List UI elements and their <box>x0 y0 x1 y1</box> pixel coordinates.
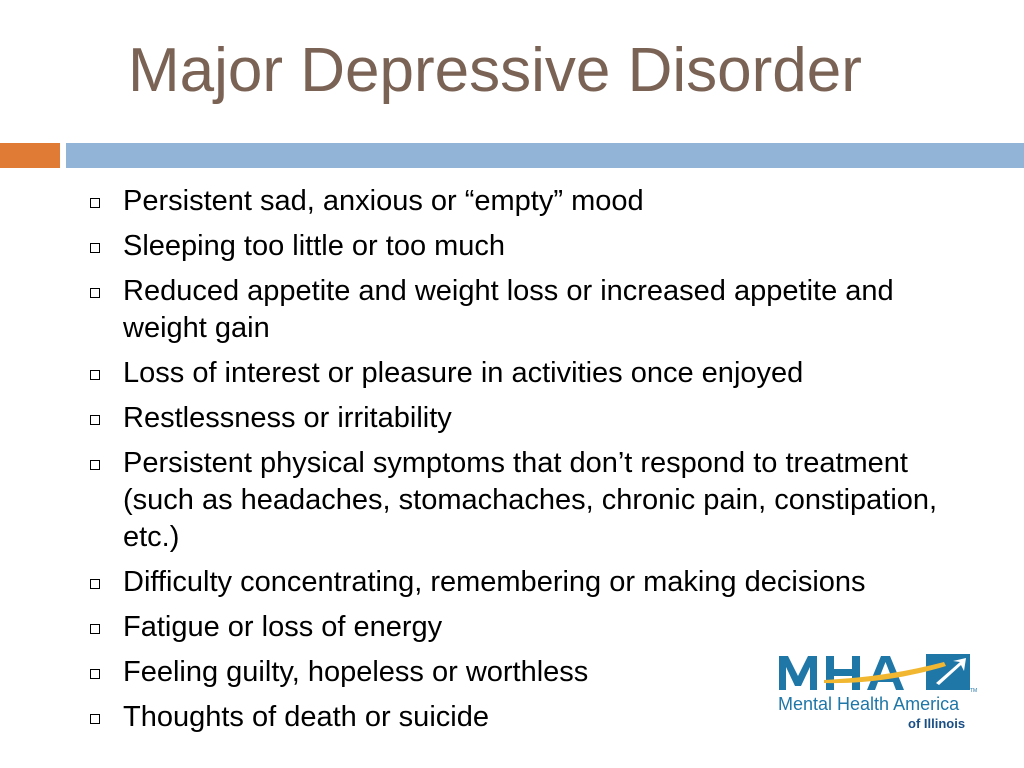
mha-logo <box>776 650 980 736</box>
logo-org-location: of Illinois <box>908 716 966 731</box>
trademark-text: TM <box>970 688 978 694</box>
logo-org-name: Mental Health America <box>778 694 960 714</box>
square-bullet-icon <box>90 370 100 380</box>
square-bullet-icon <box>90 415 100 425</box>
mha-logo-mark-icon <box>776 650 980 696</box>
list-item-text: Sleeping too little or too much <box>123 230 506 262</box>
list-item-text: Reduced appetite and weight loss or increased appetite and weight gain <box>123 275 894 344</box>
list-item-text: Loss of interest or pleasure in activities once enjoyed <box>123 357 804 389</box>
list-item <box>88 609 968 646</box>
list-item-text: Persistent sad, anxious or “empty” mood <box>123 185 644 217</box>
list-item <box>88 445 968 556</box>
list-item <box>88 355 968 392</box>
list-item <box>88 228 968 265</box>
list-item-text: Difficulty concentrating, remembering or making decisions <box>123 566 866 598</box>
square-bullet-icon <box>90 198 100 208</box>
square-bullet-icon <box>90 714 100 724</box>
list-item-text: Persistent physical symptoms that don’t respond to treatment (such as headaches, stomachaches, chronic pain, constipation, etc.) <box>123 447 938 553</box>
square-bullet-icon <box>90 624 100 634</box>
blue-accent-bar <box>66 143 1024 168</box>
list-item-text: Restlessness or irritability <box>123 402 452 434</box>
square-bullet-icon <box>90 288 100 298</box>
list-item-text: Thoughts of death or suicide <box>123 701 489 733</box>
slide-title: Major Depressive Disorder <box>128 36 862 105</box>
list-item <box>88 564 968 601</box>
list-item-text: Fatigue or loss of energy <box>123 611 443 643</box>
orange-accent-bar <box>0 143 60 168</box>
square-bullet-icon <box>90 579 100 589</box>
list-item-text: Feeling guilty, hopeless or worthless <box>123 656 589 688</box>
list-item <box>88 183 968 220</box>
square-bullet-icon <box>90 669 100 679</box>
square-bullet-icon <box>90 460 100 470</box>
list-item <box>88 400 968 437</box>
list-item <box>88 273 968 347</box>
square-bullet-icon <box>90 243 100 253</box>
